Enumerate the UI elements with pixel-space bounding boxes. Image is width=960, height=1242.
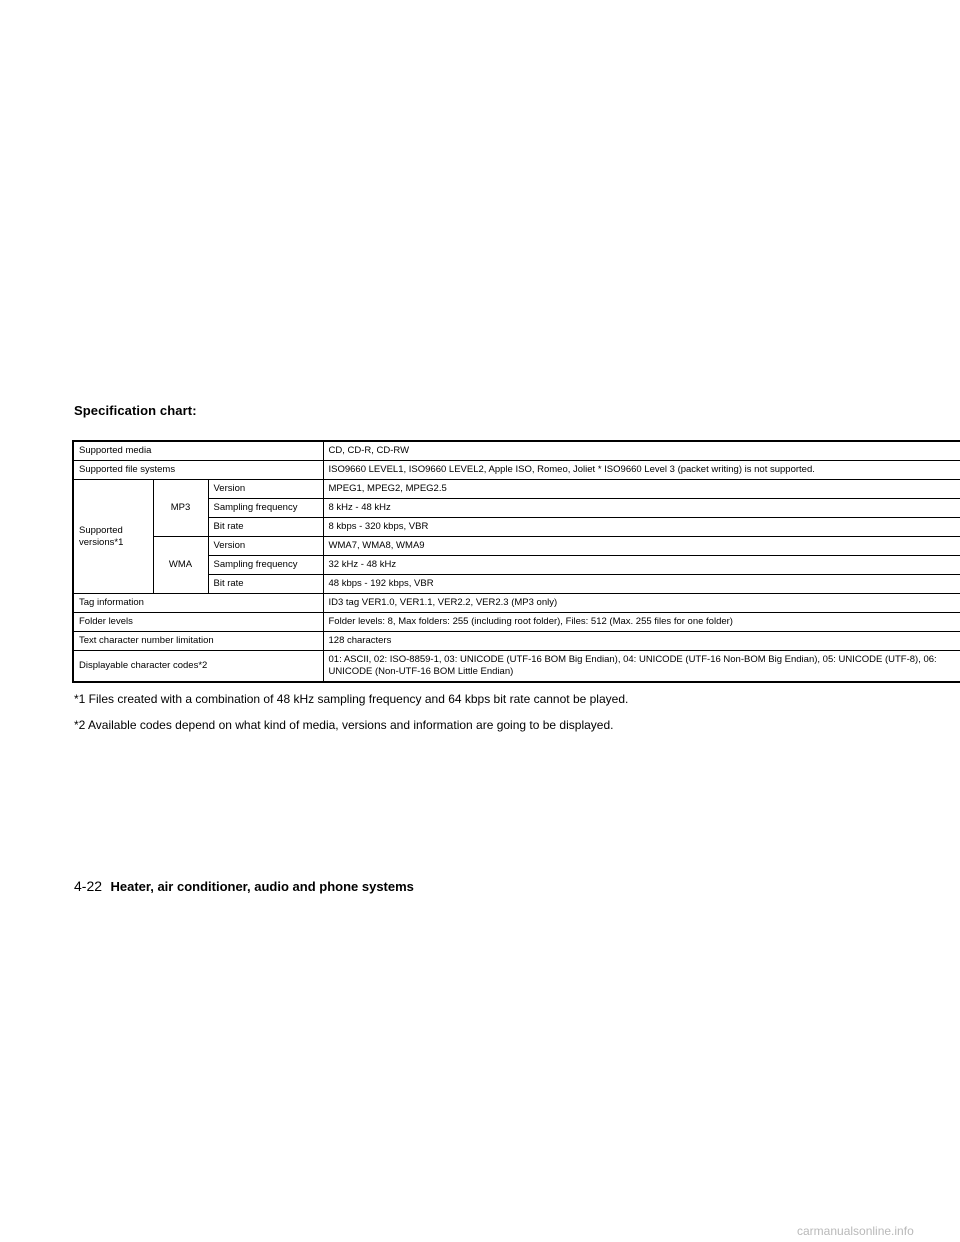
footnote-1: *1 Files created with a combination of 48 kHz sampling frequency and 64 kbps bit rate cannot be played. (74, 692, 629, 706)
row-value-displayable-codes: 01: ASCII, 02: ISO-8859-1, 03: UNICODE (UTF-16 BOM Big Endian), 04: UNICODE (UTF-16 Non-BOM Big Endian), 05: UNICODE (UTF-8), 06: UNICODE (Non-UTF-16 BOM Little Endian) (323, 651, 960, 683)
row-label-supported-media: Supported media (73, 441, 323, 461)
wma-version-label: Version (208, 537, 323, 556)
table-row (73, 441, 960, 461)
row-value-text-char-limit: 128 characters (323, 632, 960, 651)
wma-sampling-label: Sampling frequency (208, 556, 323, 575)
mp3-version-label: Version (208, 480, 323, 499)
table-row (73, 651, 960, 683)
mp3-sampling-label: Sampling frequency (208, 499, 323, 518)
specification-table (72, 440, 960, 683)
table-row (73, 594, 960, 613)
page-number: 4-22 (74, 878, 103, 894)
mp3-label: MP3 (153, 480, 208, 537)
wma-version-value: WMA7, WMA8, WMA9 (323, 537, 960, 556)
row-value-supported-media: CD, CD-R, CD-RW (323, 441, 960, 461)
row-value-supported-file-systems: ISO9660 LEVEL1, ISO9660 LEVEL2, Apple ISO, Romeo, Joliet * ISO9660 Level 3 (packet writing) is not supported. (323, 461, 960, 480)
row-value-folder-levels: Folder levels: 8, Max folders: 255 (including root folder), Files: 512 (Max. 255 files for one folder) (323, 613, 960, 632)
row-value-tag-information: ID3 tag VER1.0, VER1.1, VER2.2, VER2.3 (MP3 only) (323, 594, 960, 613)
section-title: Specification chart: (74, 403, 197, 418)
wma-bitrate-value: 48 kbps - 192 kbps, VBR (323, 575, 960, 594)
table-row (73, 537, 960, 556)
supported-versions-label: Supported versions*1 (73, 480, 153, 594)
wma-bitrate-label: Bit rate (208, 575, 323, 594)
row-label-text-char-limit: Text character number limitation (73, 632, 323, 651)
page-footer (74, 878, 414, 896)
row-label-folder-levels: Folder levels (73, 613, 323, 632)
row-label-tag-information: Tag information (73, 594, 323, 613)
watermark: carmanualsonline.info (797, 1224, 914, 1238)
mp3-version-value: MPEG1, MPEG2, MPEG2.5 (323, 480, 960, 499)
table-row (73, 461, 960, 480)
table-row (73, 480, 960, 499)
wma-label: WMA (153, 537, 208, 594)
row-label-displayable-codes: Displayable character codes*2 (73, 651, 323, 683)
mp3-sampling-value: 8 kHz - 48 kHz (323, 499, 960, 518)
table-row (73, 632, 960, 651)
mp3-bitrate-value: 8 kbps - 320 kbps, VBR (323, 518, 960, 537)
row-label-supported-file-systems: Supported file systems (73, 461, 323, 480)
chapter-title: Heater, air conditioner, audio and phone systems (110, 879, 414, 894)
footnote-2: *2 Available codes depend on what kind of media, versions and information are going to be displayed. (74, 718, 614, 732)
table-row (73, 613, 960, 632)
wma-sampling-value: 32 kHz - 48 kHz (323, 556, 960, 575)
mp3-bitrate-label: Bit rate (208, 518, 323, 537)
